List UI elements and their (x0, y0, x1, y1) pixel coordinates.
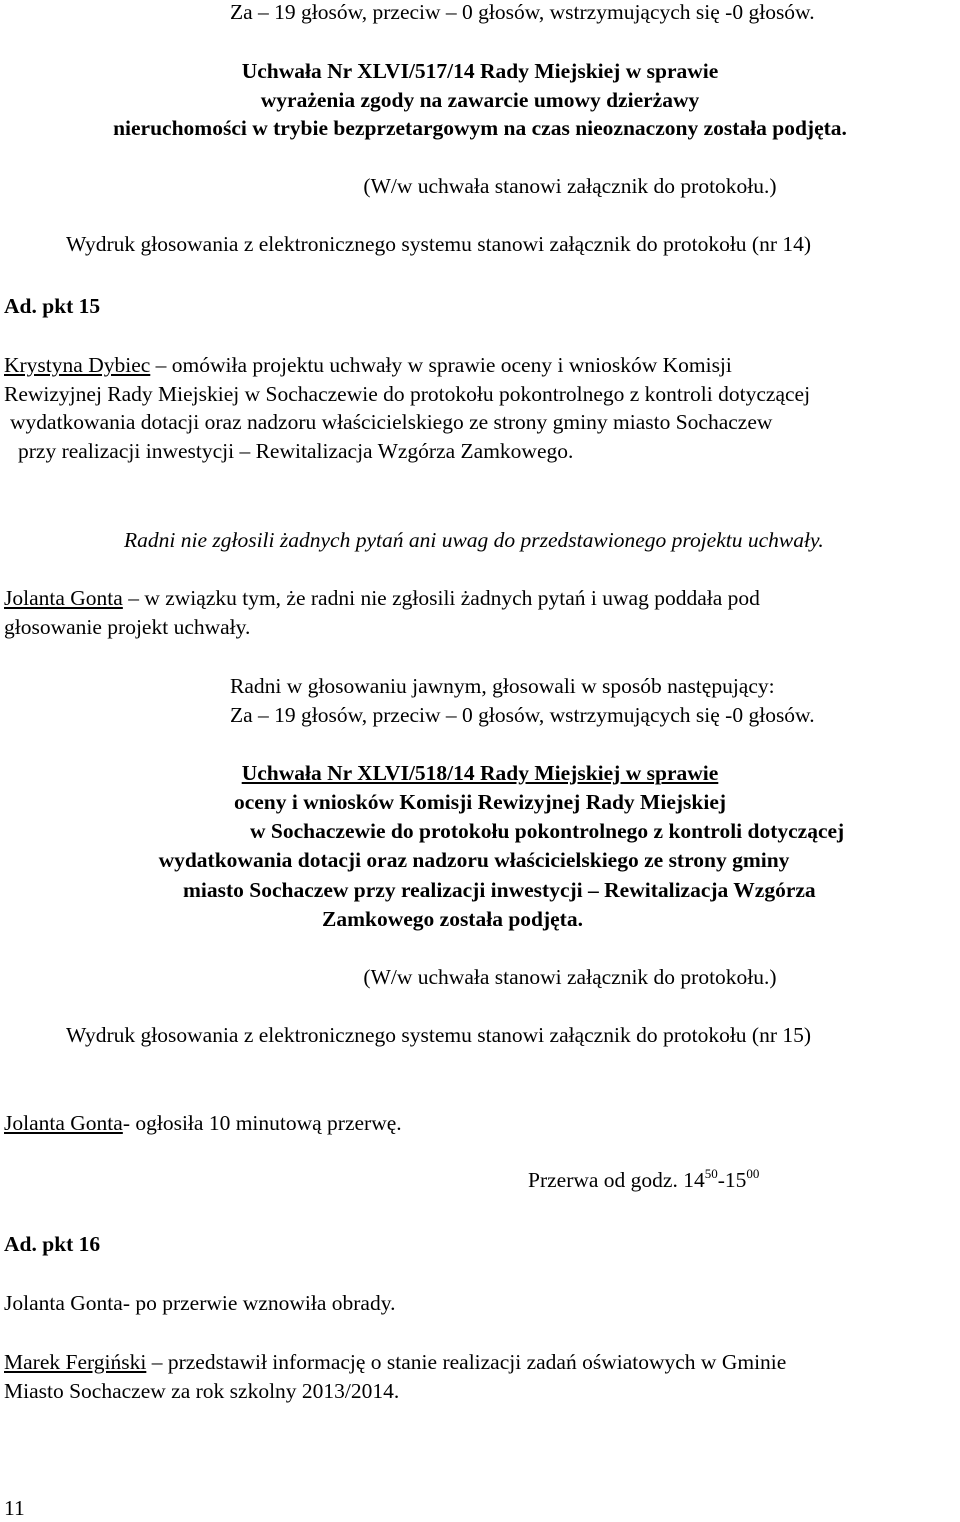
resolution-517-title-3: nieruchomości w trybie bezprzetargowym na czas nieoznaczony została podjęta. (113, 116, 847, 140)
fergiski-para-line-1 (4, 1348, 786, 1376)
resolution-518-title: Uchwała Nr XLVI/518/14 Rady Miejskiej w sprawie (241, 761, 719, 785)
pkt15-para-line-1 (4, 351, 732, 379)
gonta-para-line-1 (4, 584, 760, 612)
attachment-note: (W/w uchwała stanowi załącznik do protokołu.) (363, 174, 777, 198)
resolution-518-line-5-text: miasto Sochaczew przy realizacji inwestycji – Rewitalizacja Wzgórza (183, 878, 816, 902)
resolution-518-line-4: wydatkowania dotacji oraz nadzoru właścicielskiego ze strony gminy (158, 848, 790, 872)
no-questions-note: Radni nie zgłosili żadnych pytań ani uwag do przedstawionego projektu uchwały. (124, 528, 824, 552)
speaker-name-dybiec: Krystyna Dybiec (4, 353, 151, 377)
break-label: Przerwa od godz. 14 (528, 1168, 705, 1192)
fergiski-para-line-2: Miasto Sochaczew za rok szkolny 2013/2014. (4, 1379, 400, 1403)
gonta-para-line-2: głosowanie projekt uchwały. (4, 615, 251, 639)
break-text: - ogłosiła 10 minutową przerwę. (122, 1111, 402, 1135)
voting-intro: Radni w głosowaniu jawnym, głosowali w sposób następujący: (230, 674, 775, 698)
break-end-minutes: 00 (746, 1166, 760, 1181)
speaker-name-gonta-break: Jolanta Gonta (4, 1111, 123, 1135)
printout-note: Wydruk głosowania z elektronicznego systemu stanowi załącznik do protokołu (nr 14) (66, 232, 812, 256)
speaker-name-ferginski: Marek Fergiński (4, 1350, 147, 1374)
pkt15-para-line-3: wydatkowania dotacji oraz nadzoru właścicielskiego ze strony gminy miasto Sochaczew (10, 410, 773, 434)
pkt15-para-line-2: Rewizyjnej Rady Miejskiej w Sochaczewie do protokołu pokontrolnego z kontroli dotyczącej (4, 382, 811, 406)
break-time (528, 1166, 759, 1194)
resolution-517-title-1: Uchwała Nr XLVI/517/14 Rady Miejskiej w sprawie (241, 59, 719, 83)
resume-note: Jolanta Gonta- po przerwie wznowiła obrady. (4, 1291, 396, 1315)
speaker-text: – omówiła projektu uchwały w sprawie oceny i wniosków Komisji (150, 353, 732, 377)
break-start-minutes: 50 (704, 1166, 718, 1181)
heading-pkt-16: Ad. pkt 16 (4, 1232, 101, 1256)
attachment-note-2: (W/w uchwała stanowi załącznik do protokołu.) (363, 965, 777, 989)
votes-result: Za – 19 głosów, przeciw – 0 głosów, wstrzymujących się -0 głosów. (230, 703, 815, 727)
break-announcement (4, 1109, 402, 1137)
pkt15-para-line-4: przy realizacji inwestycji – Rewitalizacja Wzgórza Zamkowego. (18, 439, 574, 463)
speaker-text: – przedstawił informację o stanie realizacji zadań oświatowych w Gminie (146, 1350, 787, 1374)
resolution-518-line-6: Zamkowego została podjęta. (322, 907, 583, 931)
printout-note-2: Wydruk głosowania z elektronicznego systemu stanowi załącznik do protokołu (nr 15) (66, 1023, 812, 1047)
resolution-518-line-2: oceny i wniosków Komisji Rewizyjnej Rady Miejskiej (233, 790, 727, 814)
heading-pkt-15: Ad. pkt 15 (4, 294, 101, 318)
page-number: 11 (4, 1496, 25, 1520)
resolution-518-line-3: w Sochaczewie do protokołu pokontrolnego z kontroli dotyczącej (250, 819, 845, 843)
speaker-name-gonta: Jolanta Gonta (4, 586, 123, 610)
resolution-517-title-2: wyrażenia zgody na zawarcie umowy dzierżawy (260, 88, 700, 112)
resolution-518-line-5 (183, 876, 816, 904)
break-end-hour: -15 (717, 1168, 747, 1192)
speaker-text: – w związku tym, że radni nie zgłosili żadnych pytań i uwag poddała pod (122, 586, 760, 610)
votes-top: Za – 19 głosów, przeciw – 0 głosów, wstrzymujących się -0 głosów. (230, 0, 815, 24)
